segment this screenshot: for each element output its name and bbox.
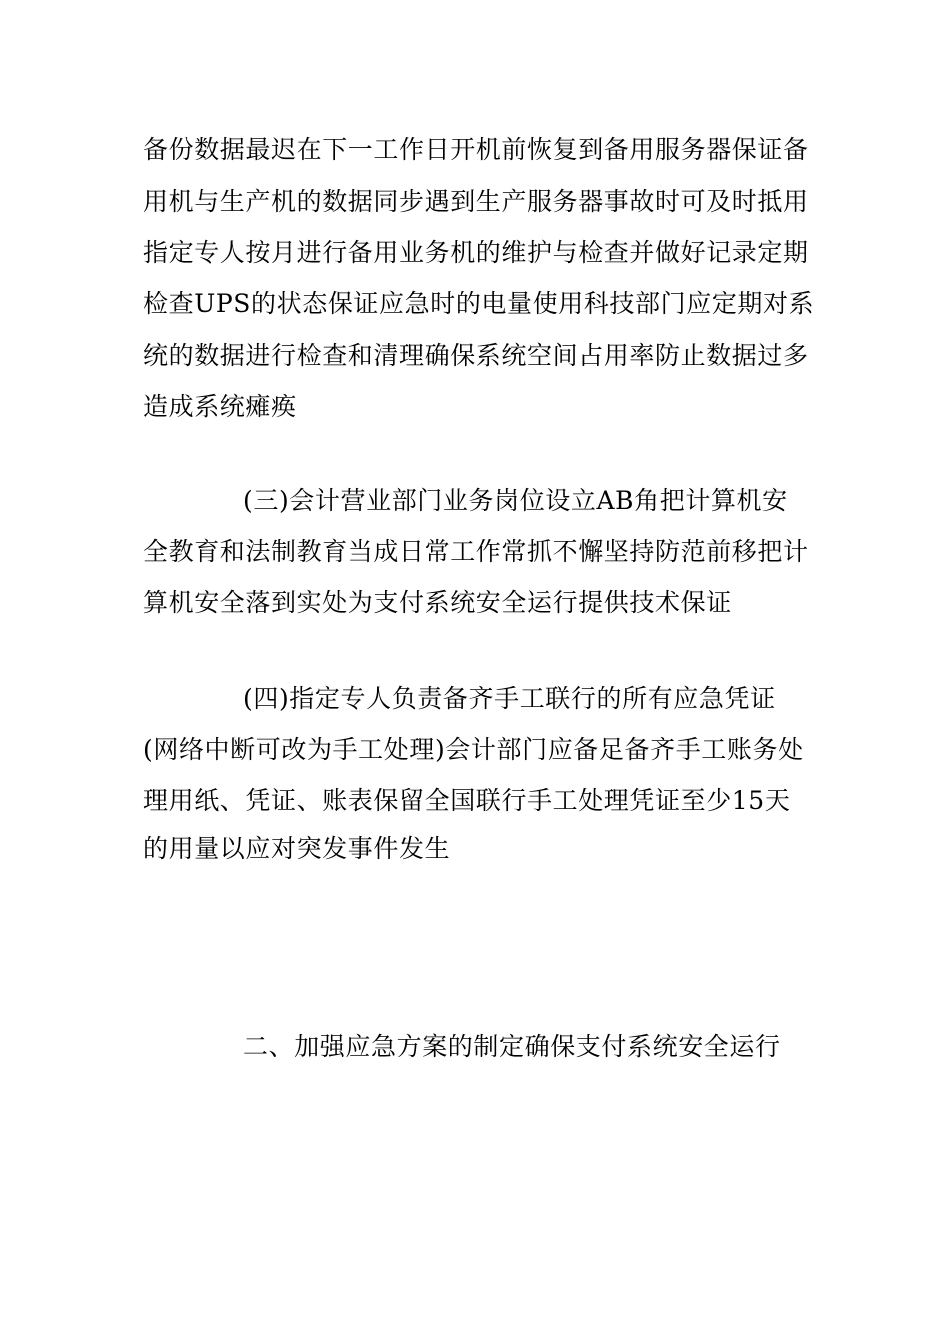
paragraph-1-line-1: 备份数据最迟在下一工作日开机前恢复到备用服务器保证备 [143, 135, 809, 164]
section-heading: 二、加强应急方案的制定确保支付系统安全运行 [243, 1032, 781, 1061]
paragraph-2-line-3: 算机安全落到实处为支付系统安全运行提供技术保证 [143, 588, 732, 617]
paragraph-2-line-2: 全教育和法制教育当成日常工作常抓不懈坚持防范前移把计 [143, 537, 809, 566]
paragraph-3-line-3: 理用纸、凭证、账表保留全国联行手工处理凭证至少15天 [143, 786, 791, 815]
paragraph-1-line-3: 指定专人按月进行备用业务机的维护与检查并做好记录定期 [143, 238, 809, 267]
paragraph-3-line-4: 的用量以应对突发事件发生 [143, 834, 451, 863]
paragraph-1-line-2: 用机与生产机的数据同步遇到生产服务器事故时可及时抵用 [143, 187, 809, 216]
paragraph-1-line-5: 统的数据进行检查和清理确保系统空间占用率防止数据过多 [143, 341, 809, 370]
paragraph-1-line-6: 造成系统瘫痪 [143, 392, 297, 421]
paragraph-1-line-4: 检查UPS的状态保证应急时的电量使用科技部门应定期对系 [143, 289, 815, 318]
paragraph-3-line-2: (网络中断可改为手工处理)会计部门应备足备齐手工账务处 [143, 735, 804, 764]
paragraph-2-line-1: (三)会计营业部门业务岗位设立AB角把计算机安 [243, 486, 788, 515]
paragraph-3-line-1: (四)指定专人负责备齐手工联行的所有应急凭证 [243, 684, 776, 713]
